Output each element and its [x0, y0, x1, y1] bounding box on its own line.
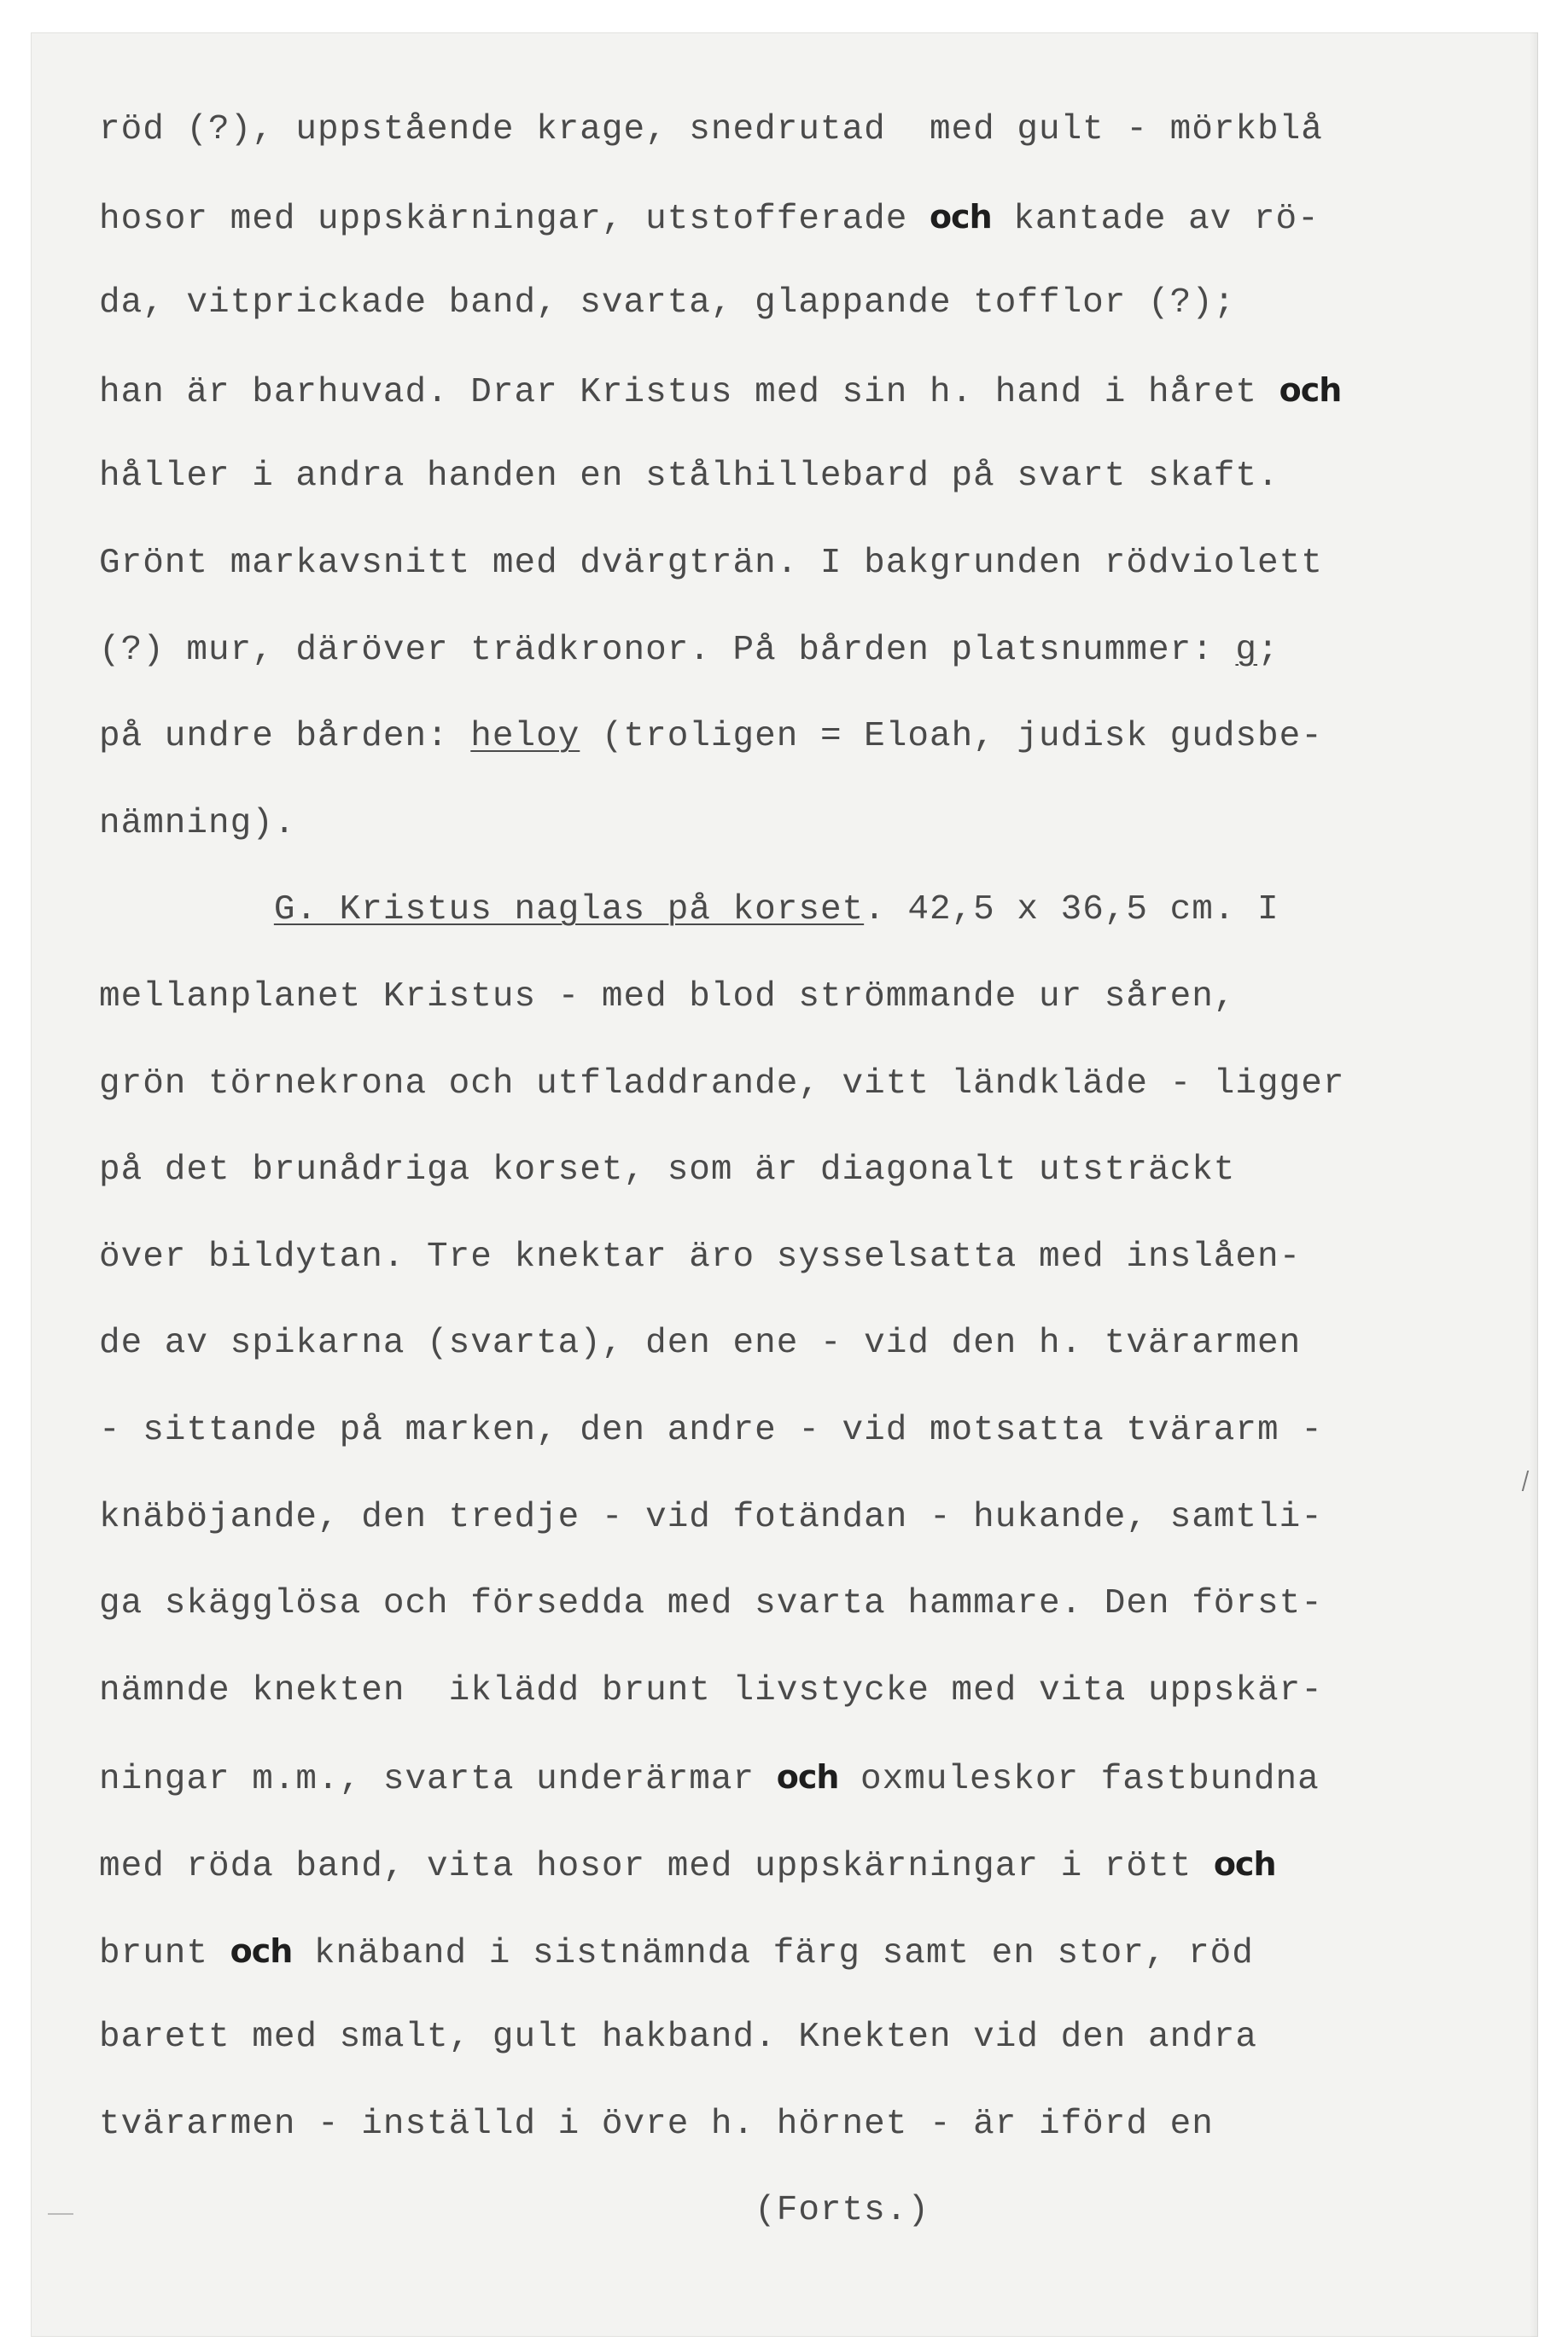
handwritten-insertion: och [1213, 1845, 1276, 1883]
underlined-text: g [1235, 630, 1258, 670]
document-page [31, 32, 1538, 2337]
text-line [99, 1583, 1323, 1624]
text-line [99, 109, 1323, 150]
text-segment: håller i andra handen en stålhillebard på svart skaft. [99, 457, 1279, 497]
underlined-text: G. Kristus naglas på korset [273, 890, 865, 930]
text-line [99, 370, 1341, 411]
handwritten-insertion: och [776, 1758, 839, 1797]
text-line [99, 196, 1320, 237]
text-line [99, 976, 1235, 1017]
text-line [99, 1063, 1344, 1104]
text-segment: knäband i sistnämnda färg samt en stor, röd [292, 1933, 1254, 1973]
text-line [99, 1931, 1254, 1972]
text-segment: da, vitprickade band, svarta, glappande tofflor (?); [99, 283, 1236, 323]
text-segment: han är barhuvad. Drar Kristus med sin h. hand i håret [99, 372, 1279, 412]
stray-margin-mark [48, 2213, 73, 2215]
text-segment: nämning). [99, 803, 296, 843]
text-segment: över bildytan. Tre knektar äro sysselsatta med inslåen- [99, 1237, 1302, 1277]
underlined-text: heloy [470, 717, 580, 757]
text-segment: ; [1257, 630, 1279, 670]
handwritten-insertion: och [230, 1931, 293, 1970]
text-line [99, 543, 1323, 584]
text-segment: brunt [99, 1933, 230, 1973]
page-edge-shadow [1530, 32, 1538, 2337]
text-segment: hosor med uppskärningar, utstofferade [99, 199, 930, 239]
text-line [99, 1410, 1323, 1451]
text-segment: med röda band, vita hosor med uppskärningar i rött [99, 1847, 1214, 1886]
continuation-note [99, 2190, 930, 2231]
text-segment: på undre bården: [99, 717, 471, 757]
text-line [99, 803, 295, 844]
text-line [99, 1237, 1301, 1278]
text-line [99, 2104, 1214, 2145]
text-line [99, 1844, 1276, 1885]
text-segment: (troligen = Eloah, judisk gudsbe- [580, 717, 1323, 757]
text-line [99, 1670, 1323, 1711]
text-segment: de av spikarna (svarta), den ene - vid den h. tvärarmen [99, 1324, 1302, 1364]
text-line [99, 889, 1279, 930]
text-line [99, 2017, 1257, 2058]
text-line [99, 1323, 1301, 1364]
text-line [99, 456, 1279, 497]
text-segment: på det brunådriga korset, som är diagonalt utsträckt [99, 1151, 1236, 1191]
text-segment: nämnde knekten iklädd brunt livstycke med vita uppskär- [99, 1670, 1323, 1710]
text-line [99, 716, 1323, 757]
text-segment: ningar m.m., svarta underärmar [99, 1760, 777, 1800]
text-segment: knäböjande, den tredje - vid fotändan - hukande, samtli- [99, 1497, 1323, 1537]
text-segment: barett med smalt, gult hakband. Knekten vid den andra [99, 2018, 1258, 2058]
text-segment: - sittande på marken, den andre - vid motsatta tvärarm - [99, 1411, 1323, 1450]
text-segment: Grönt markavsnitt med dvärgträn. I bakgrunden rödviolett [99, 544, 1323, 583]
text-line [99, 1497, 1323, 1538]
text-segment: kantade av rö- [991, 199, 1320, 239]
text-line [99, 1756, 1320, 1800]
handwritten-insertion: och [929, 197, 992, 236]
text-segment: . 42,5 x 36,5 cm. I [864, 890, 1279, 930]
handwritten-insertion: och [1279, 370, 1342, 409]
text-segment: mellanplanet Kristus - med blod strömmande ur såren, [99, 977, 1236, 1017]
text-line [99, 283, 1235, 323]
text-segment: tvärarmen - inställd i övre h. hörnet - är iförd en [99, 2104, 1214, 2144]
text-segment: grön törnekrona och utfladdrande, vitt ländkläde - ligger [99, 1063, 1345, 1104]
text-segment: ga skägglösa och försedda med svarta hammare. Den först- [99, 1584, 1323, 1624]
text-line [99, 630, 1279, 671]
text-segment: oxmuleskor fastbundna [838, 1760, 1320, 1800]
text-segment [99, 890, 274, 929]
text-segment: röd (?), uppstående krage, snedrutad med gult - mörkblå [99, 110, 1323, 149]
text-line [99, 1150, 1235, 1191]
text-segment: (Forts.) [99, 2191, 930, 2231]
text-segment: (?) mur, däröver trädkronor. På bården platsnummer: [99, 630, 1236, 670]
